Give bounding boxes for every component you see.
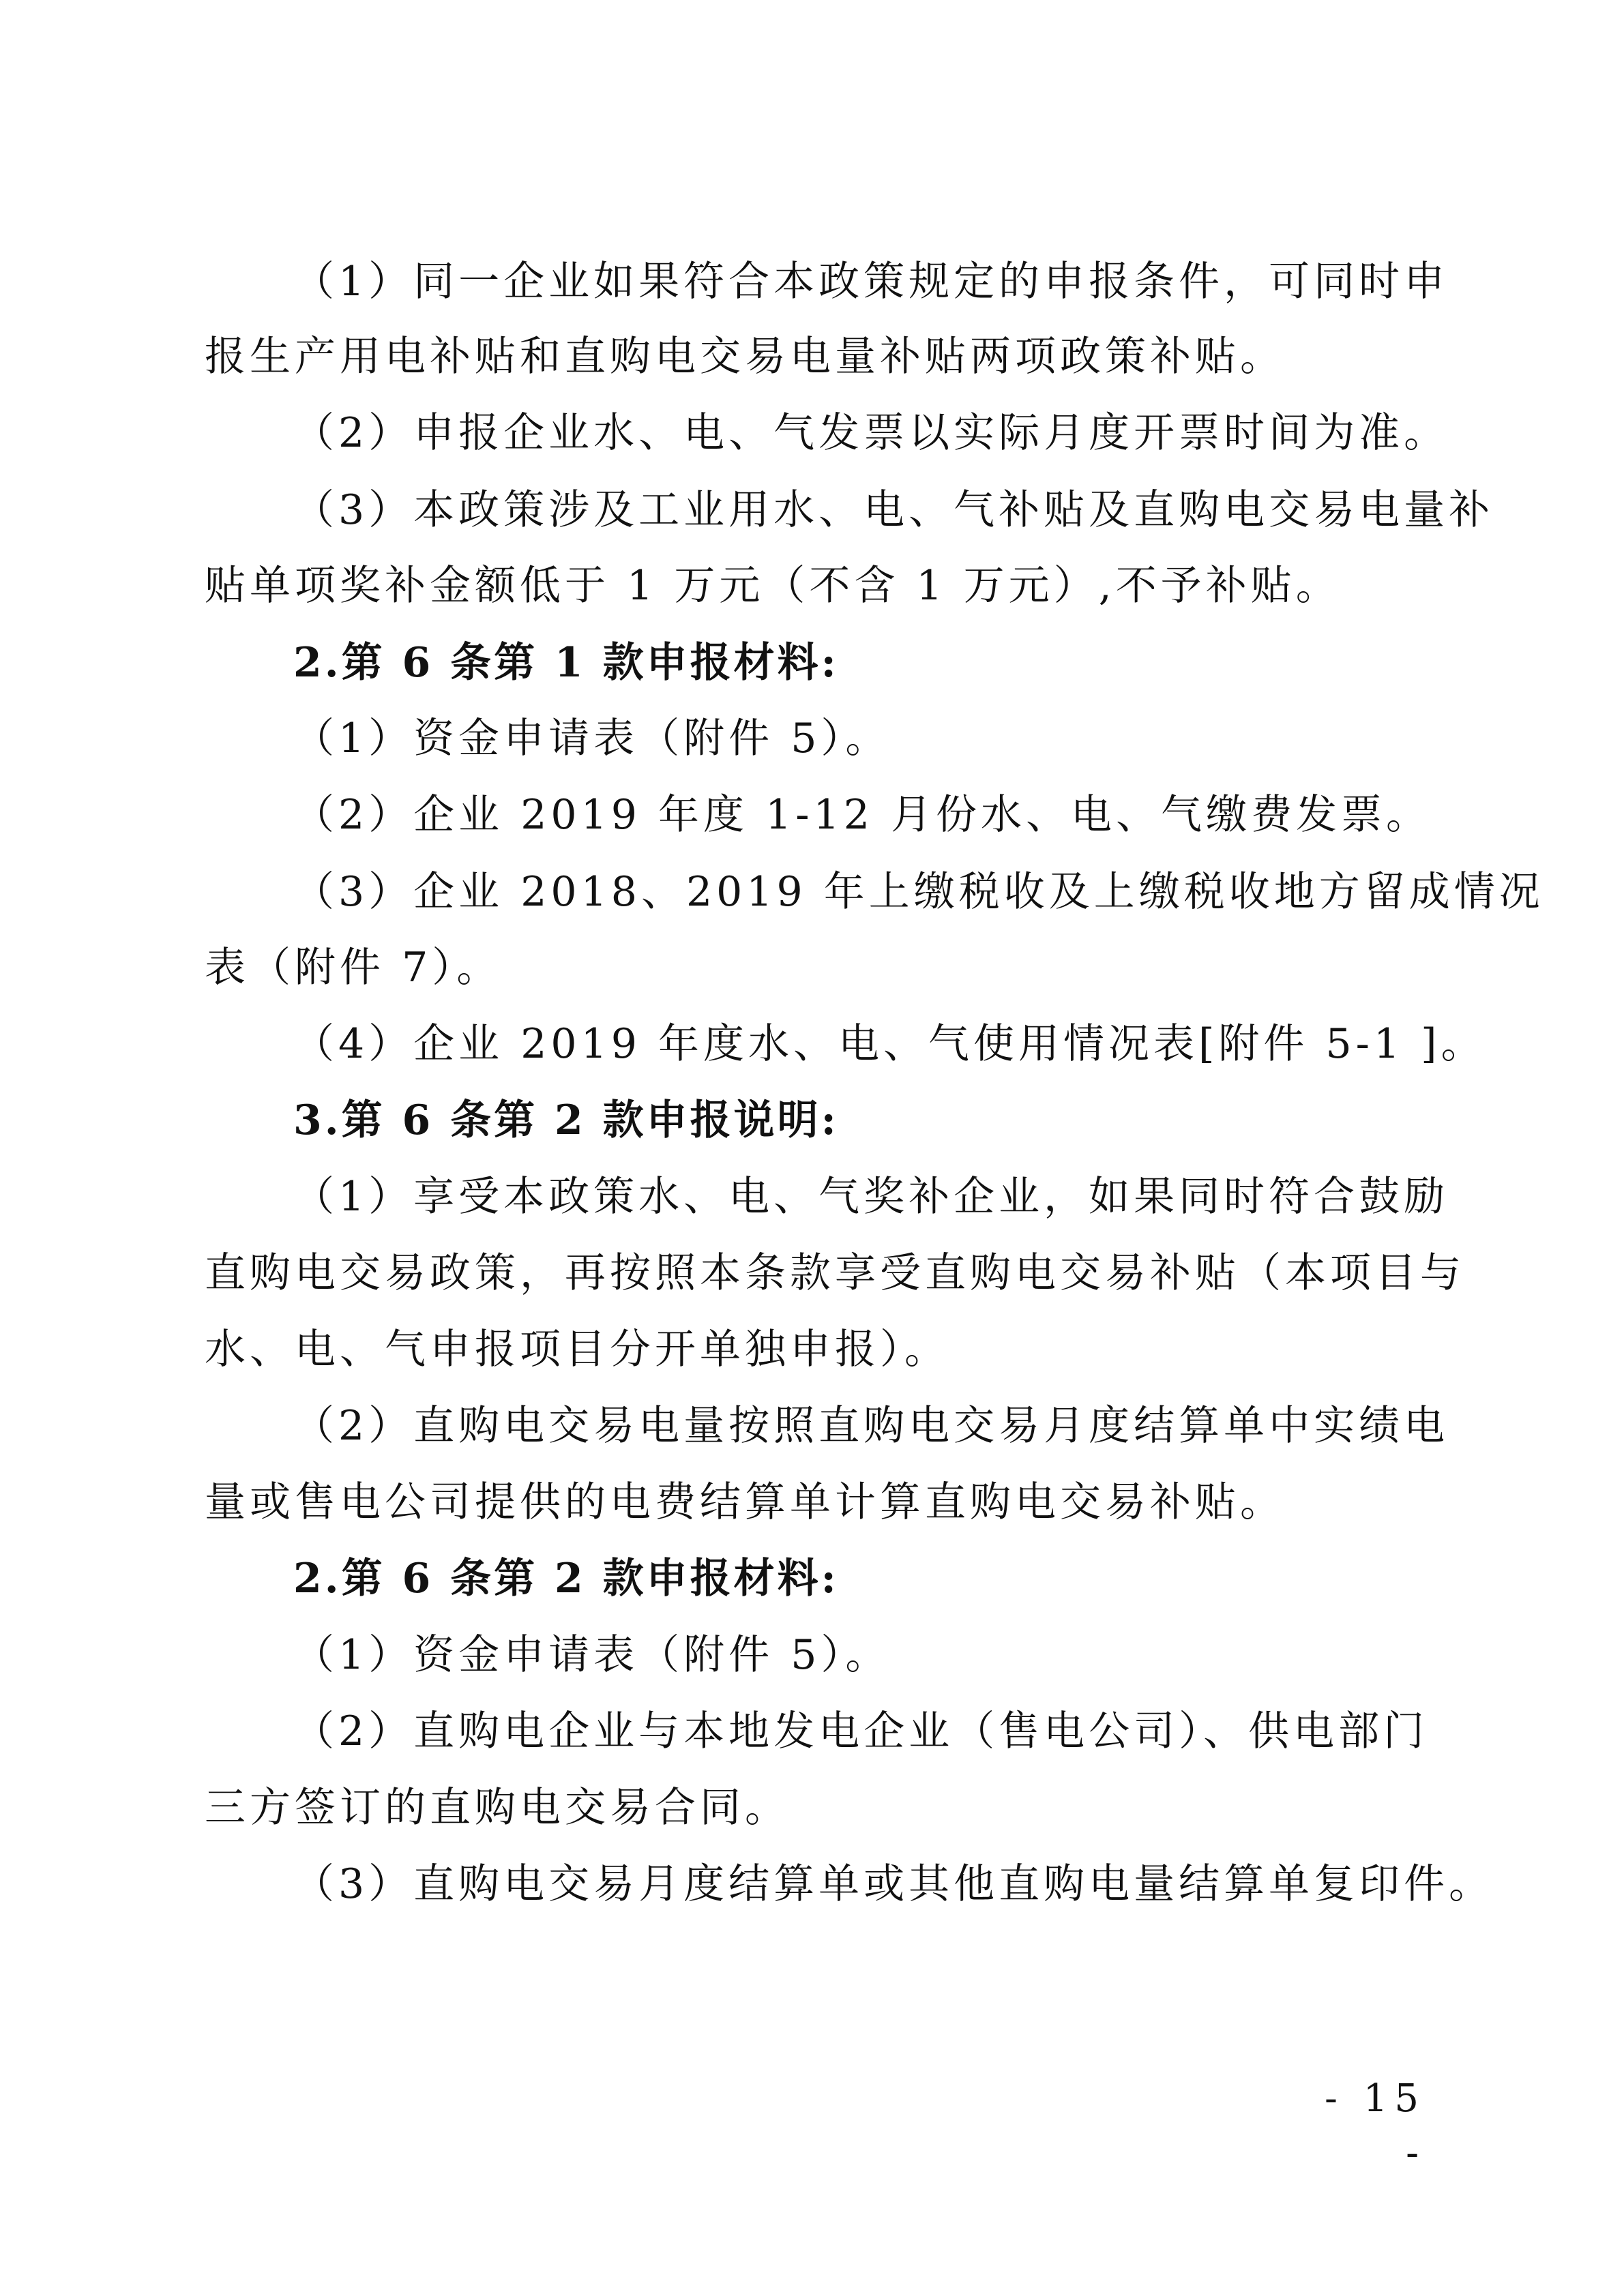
paragraph-line: 贴单项奖补金额低于 1 万元（不含 1 万元）,不予补贴。 <box>205 562 1341 610</box>
paragraph-line: （1）资金申请表（附件 5）。 <box>293 715 891 762</box>
section-heading: 2.第 6 条第 2 款申报材料: <box>293 1555 839 1602</box>
paragraph-line: （3）企业 2018、2019 年上缴税收及上缴税收地方留成情况 <box>293 868 1544 916</box>
paragraph-line: （3）本政策涉及工业用水、电、气补贴及直购电交易电量补 <box>293 486 1494 534</box>
page-number: - 15 - <box>1325 2076 1426 2175</box>
paragraph-line: 报生产用电补贴和直购电交易电量补贴两项政策补贴。 <box>205 333 1285 381</box>
paragraph-line: 三方签订的直购电交易合同。 <box>205 1784 790 1832</box>
section-heading: 3.第 6 条第 2 款申报说明: <box>293 1097 839 1144</box>
paragraph-line: 表（附件 7）。 <box>205 944 502 992</box>
paragraph-line: （2）企业 2019 年度 1-12 月份水、电、气缴费发票。 <box>293 791 1431 839</box>
section-heading: 2.第 6 条第 1 款申报材料: <box>293 639 839 687</box>
paragraph-line: （2）申报企业水、电、气发票以实际月度开票时间为准。 <box>293 409 1449 457</box>
paragraph-line: （4）企业 2019 年度水、电、气使用情况表[附件 5-1 ]。 <box>293 1020 1486 1068</box>
paragraph-line: （3）直购电交易月度结算单或其他直购电量结算单复印件。 <box>293 1860 1494 1908</box>
paragraph-line: 量或售电公司提供的电费结算单计算直购电交易补贴。 <box>205 1478 1285 1526</box>
paragraph-line: （2）直购电企业与本地发电企业（售电公司）、供电部门 <box>293 1708 1429 1755</box>
paragraph-line: （2）直购电交易电量按照直购电交易月度结算单中实绩电 <box>293 1402 1449 1450</box>
paragraph-line: （1）同一企业如果符合本政策规定的申报条件，可同时申 <box>293 258 1449 305</box>
paragraph-line: 直购电交易政策，再按照本条款享受直购电交易补贴（本项目与 <box>205 1249 1465 1297</box>
paragraph-line: （1）享受本政策水、电、气奖补企业，如果同时符合鼓励 <box>293 1173 1449 1221</box>
paragraph-line: 水、电、气申报项目分开单独申报）。 <box>205 1326 949 1373</box>
paragraph-line: （1）资金申请表（附件 5）。 <box>293 1631 891 1679</box>
